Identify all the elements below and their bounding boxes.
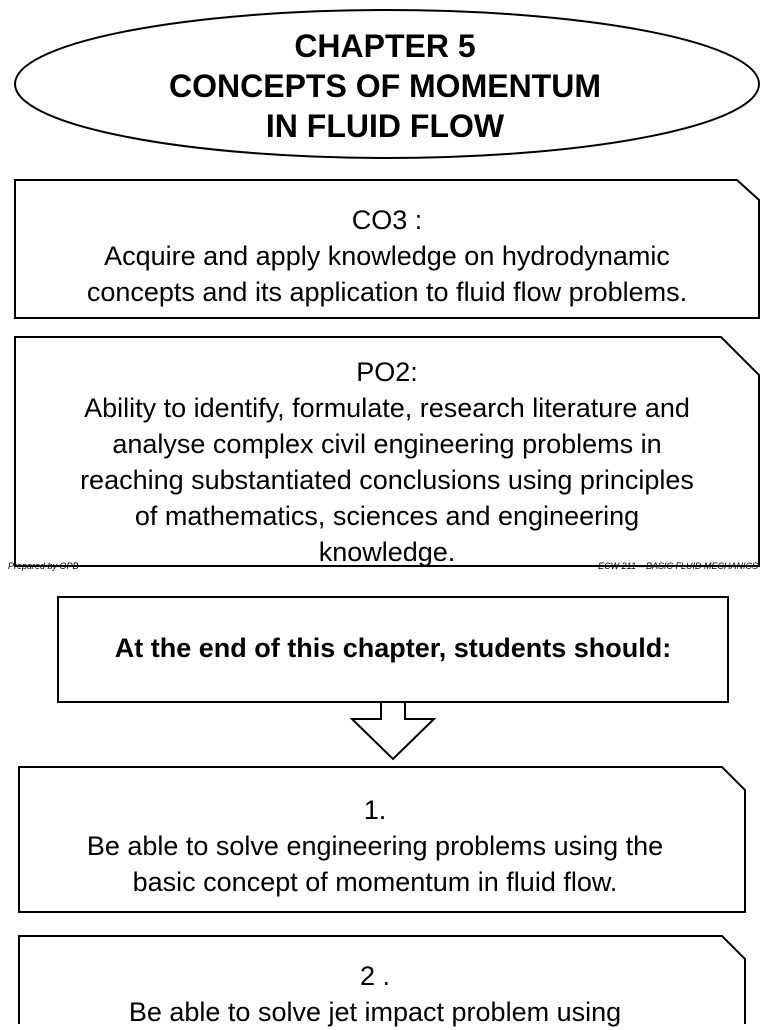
outcome-2-line-1: Be able to solve jet impact problem using: [128, 997, 622, 1027]
outcome-1-text: [19, 792, 731, 900]
down-arrow: [352, 703, 434, 759]
outcome-1-line-2: basic concept of momentum in fluid flow.: [132, 867, 618, 897]
outcomes-intro: At the end of this chapter, students should:: [114, 633, 672, 663]
co3-line-2: concepts and its application to fluid flow problems.: [86, 277, 688, 307]
po2-text: [15, 354, 759, 570]
co3-line-1: Acquire and apply knowledge on hydrodynamic: [104, 241, 670, 271]
chapter-title: [100, 26, 670, 146]
co3-text: [15, 202, 759, 310]
chapter-title-line-3: IN FLUID FLOW: [265, 108, 505, 144]
po2-line-5: knowledge.: [318, 537, 456, 567]
outcome-1-line-1: Be able to solve engineering problems using the: [86, 831, 664, 861]
po2-line-1: Ability to identify, formulate, research literature and: [84, 393, 690, 423]
footer-prepared-by: Prepared by OPB: [8, 561, 79, 571]
outcome-2-number: 2 .: [359, 961, 391, 991]
outcome-2-text: [19, 958, 731, 1030]
po2-line-2: analyse complex civil engineering problems in: [112, 429, 662, 459]
po2-line-3: reaching substantiated conclusions using principles: [80, 465, 694, 495]
po2-line-4: of mathematics, sciences and engineering: [134, 501, 640, 531]
chapter-title-line-2: CONCEPTS OF MOMENTUM: [169, 68, 601, 104]
outcome-1-number: 1.: [363, 795, 387, 825]
chapter-title-line-1: CHAPTER 5: [294, 28, 476, 64]
footer-course: ECW 211 – BASIC FLUID MECHANICS: [598, 561, 758, 571]
co3-heading: CO3 :: [351, 205, 423, 235]
po2-heading: PO2:: [356, 357, 418, 387]
